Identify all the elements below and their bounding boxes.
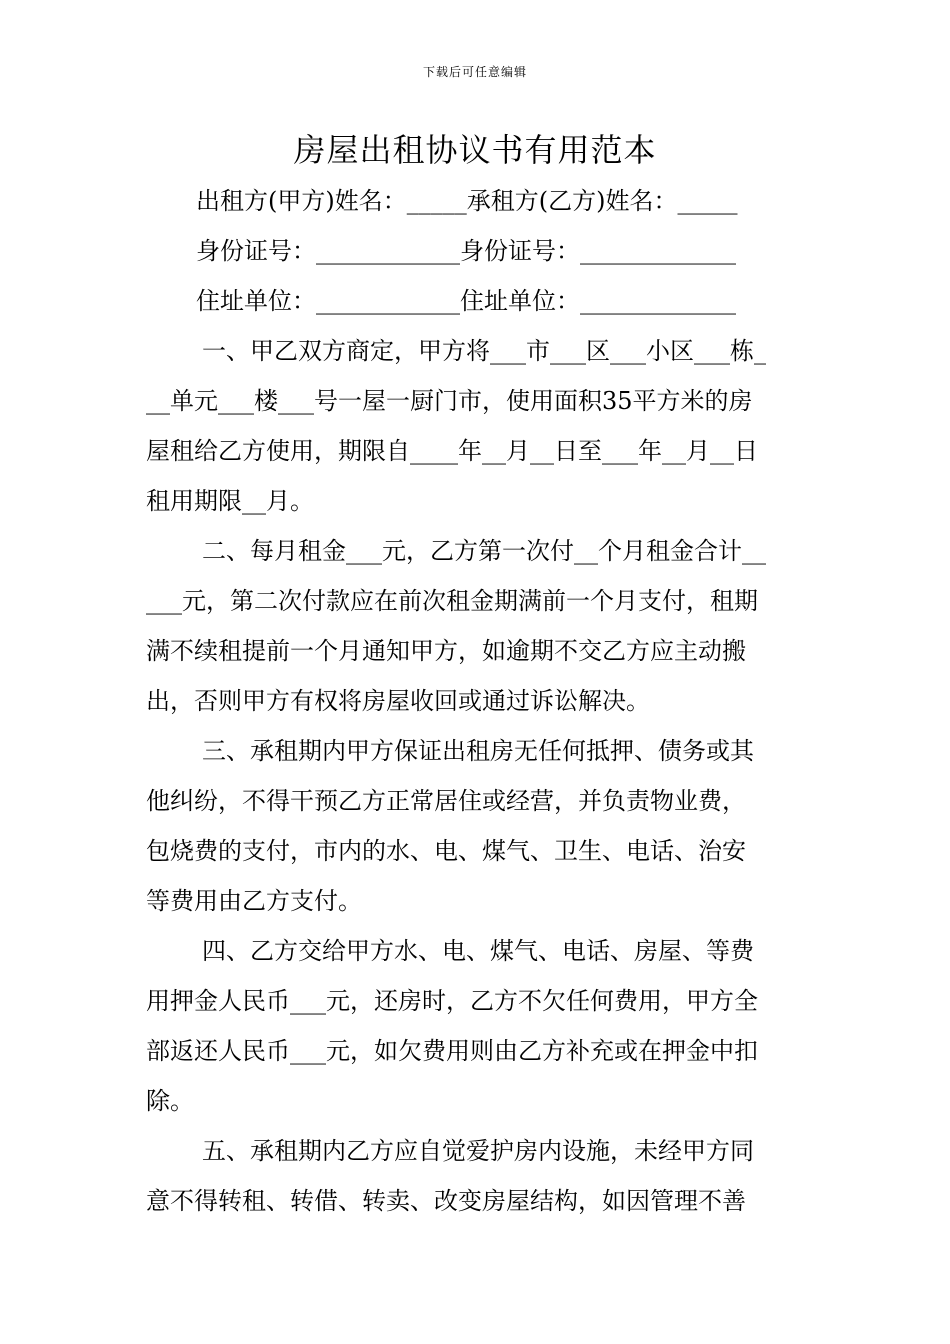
clause-3 [146, 726, 806, 926]
clause-line: 五、承租期内乙方应自觉爱护房内设施，未经甲方同 [202, 1137, 754, 1165]
clause-line: 租用期限__月。 [146, 487, 314, 515]
clause-line: 屋租给乙方使用，期限自____年__月__日至___年__月__日 [146, 437, 758, 465]
clause-line: 他纠纷，不得干预乙方正常居住或经营，并负责物业费， [146, 787, 746, 815]
clause-line: 出，否则甲方有权将房屋收回或通过诉讼解决。 [146, 687, 650, 715]
party-info [146, 176, 806, 326]
address-line: 住址单位：____________住址单位：_____________ [196, 287, 736, 315]
clause-5 [146, 1126, 806, 1226]
agreement-body [146, 176, 806, 1226]
document-title: 房屋出租协议书有用范本 [293, 131, 657, 169]
party-names-line: 出租方(甲方)姓名：_____承租方(乙方)姓名：_____ [196, 187, 738, 215]
clause-line: ___元，第二次付款应在前次租金期满前一个月支付，租期 [146, 587, 758, 615]
header-note: 下载后可任意编辑 [422, 65, 527, 79]
clause-line: 四、乙方交给甲方水、电、煤气、电话、房屋、等费 [202, 937, 754, 965]
clause-line: 二、每月租金___元，乙方第一次付__个月租金合计__ [202, 537, 766, 565]
id-number-line: 身份证号：____________身份证号：_____________ [196, 237, 736, 265]
clause-1 [146, 326, 806, 526]
clause-line: 一、甲乙双方商定，甲方将___市___区___小区___栋_ [202, 337, 766, 365]
clause-4 [146, 926, 806, 1126]
clause-line: 三、承租期内甲方保证出租房无任何抵押、债务或其 [202, 737, 754, 765]
clause-2 [146, 526, 806, 726]
clause-line: 等费用由乙方支付。 [146, 887, 362, 915]
clause-line: 用押金人民币___元，还房时，乙方不欠任何费用，甲方全 [146, 987, 758, 1015]
clause-line: 满不续租提前一个月通知甲方，如逾期不交乙方应主动搬 [146, 637, 746, 665]
clause-line: __单元___楼___号一屋一厨门市，使用面积35平方米的房 [146, 387, 753, 415]
clause-line: 意不得转租、转借、转卖、改变房屋结构，如因管理不善 [146, 1187, 746, 1215]
clause-line: 除。 [146, 1087, 194, 1115]
clause-line: 包烧费的支付，市内的水、电、煤气、卫生、电话、治安 [146, 837, 746, 865]
clause-line: 部返还人民币___元，如欠费用则由乙方补充或在押金中扣 [146, 1037, 758, 1065]
